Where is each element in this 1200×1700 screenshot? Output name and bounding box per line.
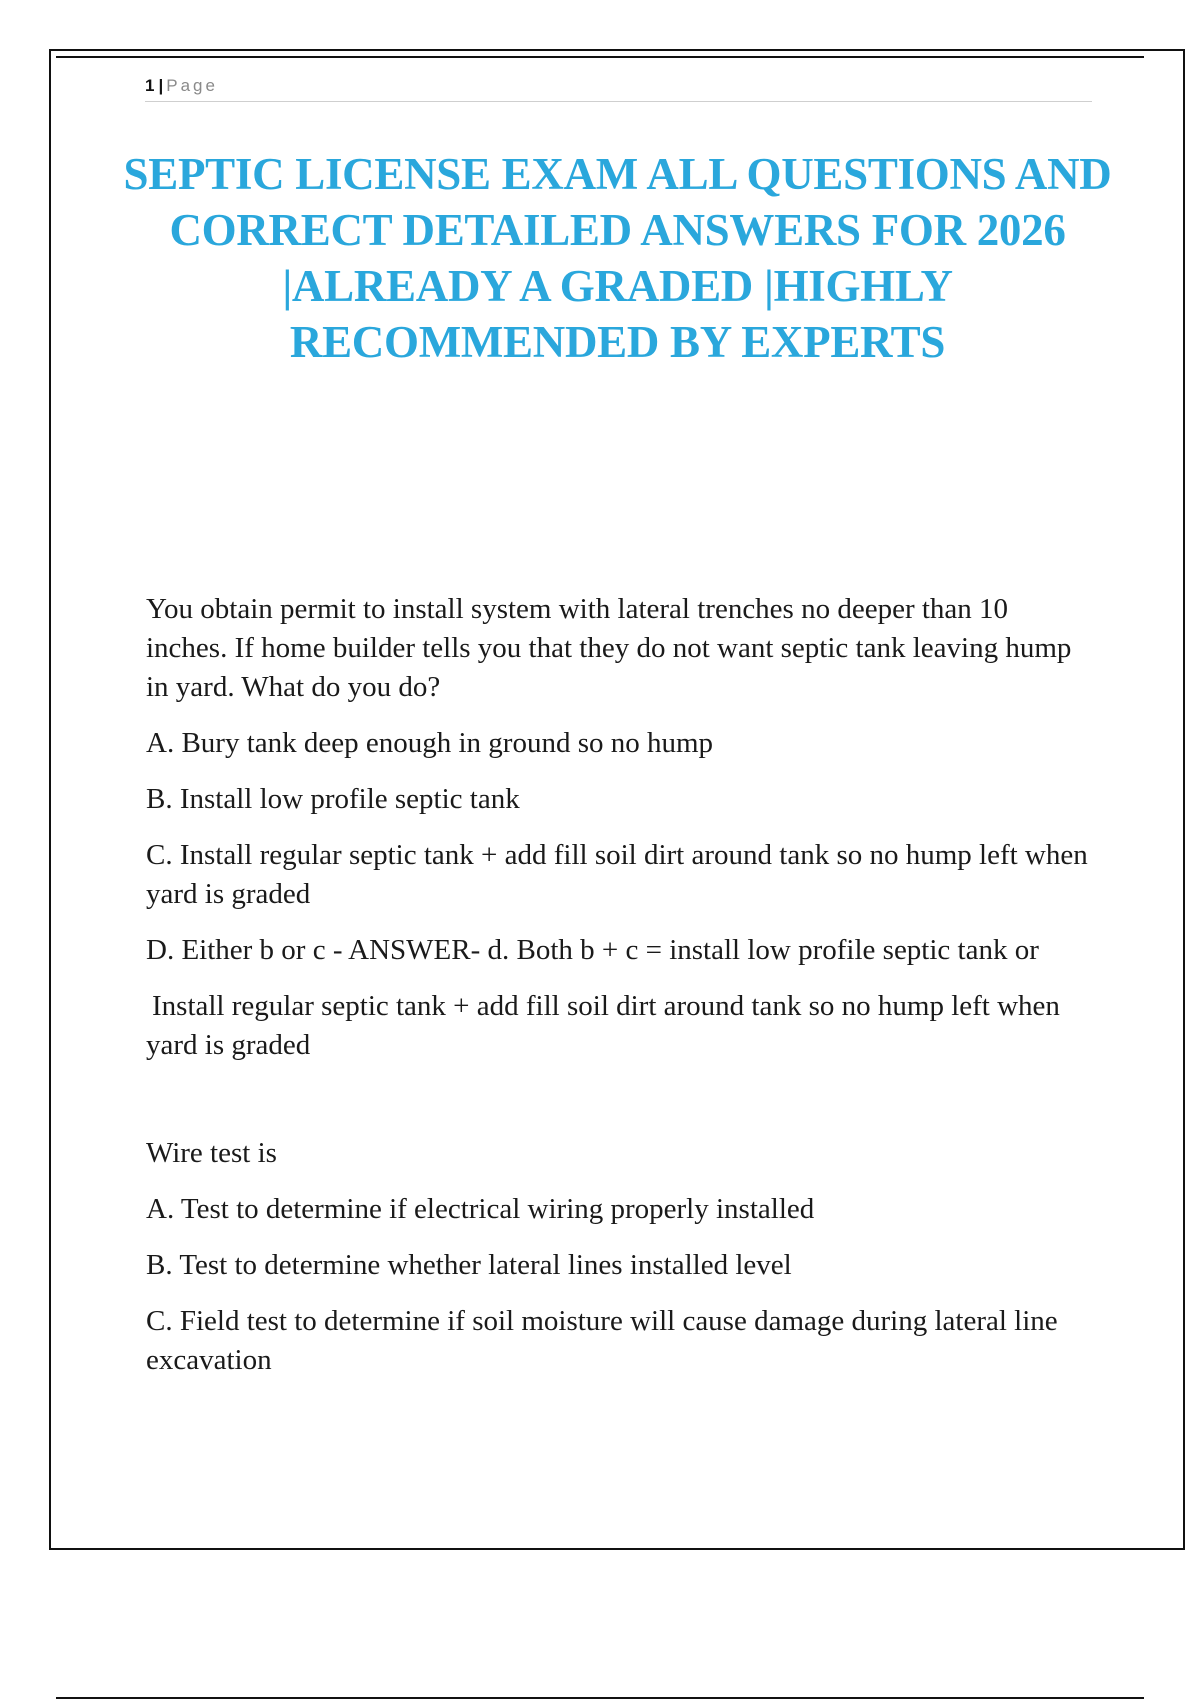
question-1-prompt: You obtain permit to install system with lateral trenches no deeper than 10 inches. If home builder tells you that they do not want septic tank leaving hump in yard. What do you do? <box>146 593 1072 703</box>
header-separator: | <box>158 76 164 95</box>
question-2-option-c: C. Field test to determine if soil moisture will cause damage during lateral line excavation <box>146 1305 1058 1376</box>
question-2-prompt: Wire test is <box>146 1137 277 1169</box>
question-1-option-c: C. Install regular septic tank + add fill soil dirt around tank so no hump left when yard is graded <box>146 839 1088 910</box>
document-title: SEPTIC LICENSE EXAM ALL QUESTIONS AND CORRECT DETAILED ANSWERS FOR 2026 |ALREADY A GRADED |HIGHLY RECOMMENDED BY EXPERTS <box>123 149 1112 367</box>
page-number: 1 <box>145 76 155 95</box>
question-1-option-d-answer: D. Either b or c - ANSWER- d. Both b + c = install low profile septic tank or <box>146 934 1039 966</box>
document-body <box>146 590 1096 1397</box>
question-1-option-a: A. Bury tank deep enough in ground so no hump <box>146 727 714 759</box>
page-top-rule <box>56 56 1144 58</box>
bottom-rule <box>56 1697 1144 1699</box>
question-2-option-a: A. Test to determine if electrical wiring properly installed <box>146 1193 815 1225</box>
question-1-option-b: B. Install low profile septic tank <box>146 783 520 815</box>
question-1-answer-continuation: Install regular septic tank + add fill soil dirt around tank so no hump left when yard is graded <box>146 990 1060 1061</box>
question-2-option-b: B. Test to determine whether lateral lines installed level <box>146 1249 792 1281</box>
page-label: Page <box>166 76 218 95</box>
page-header <box>145 74 1092 102</box>
